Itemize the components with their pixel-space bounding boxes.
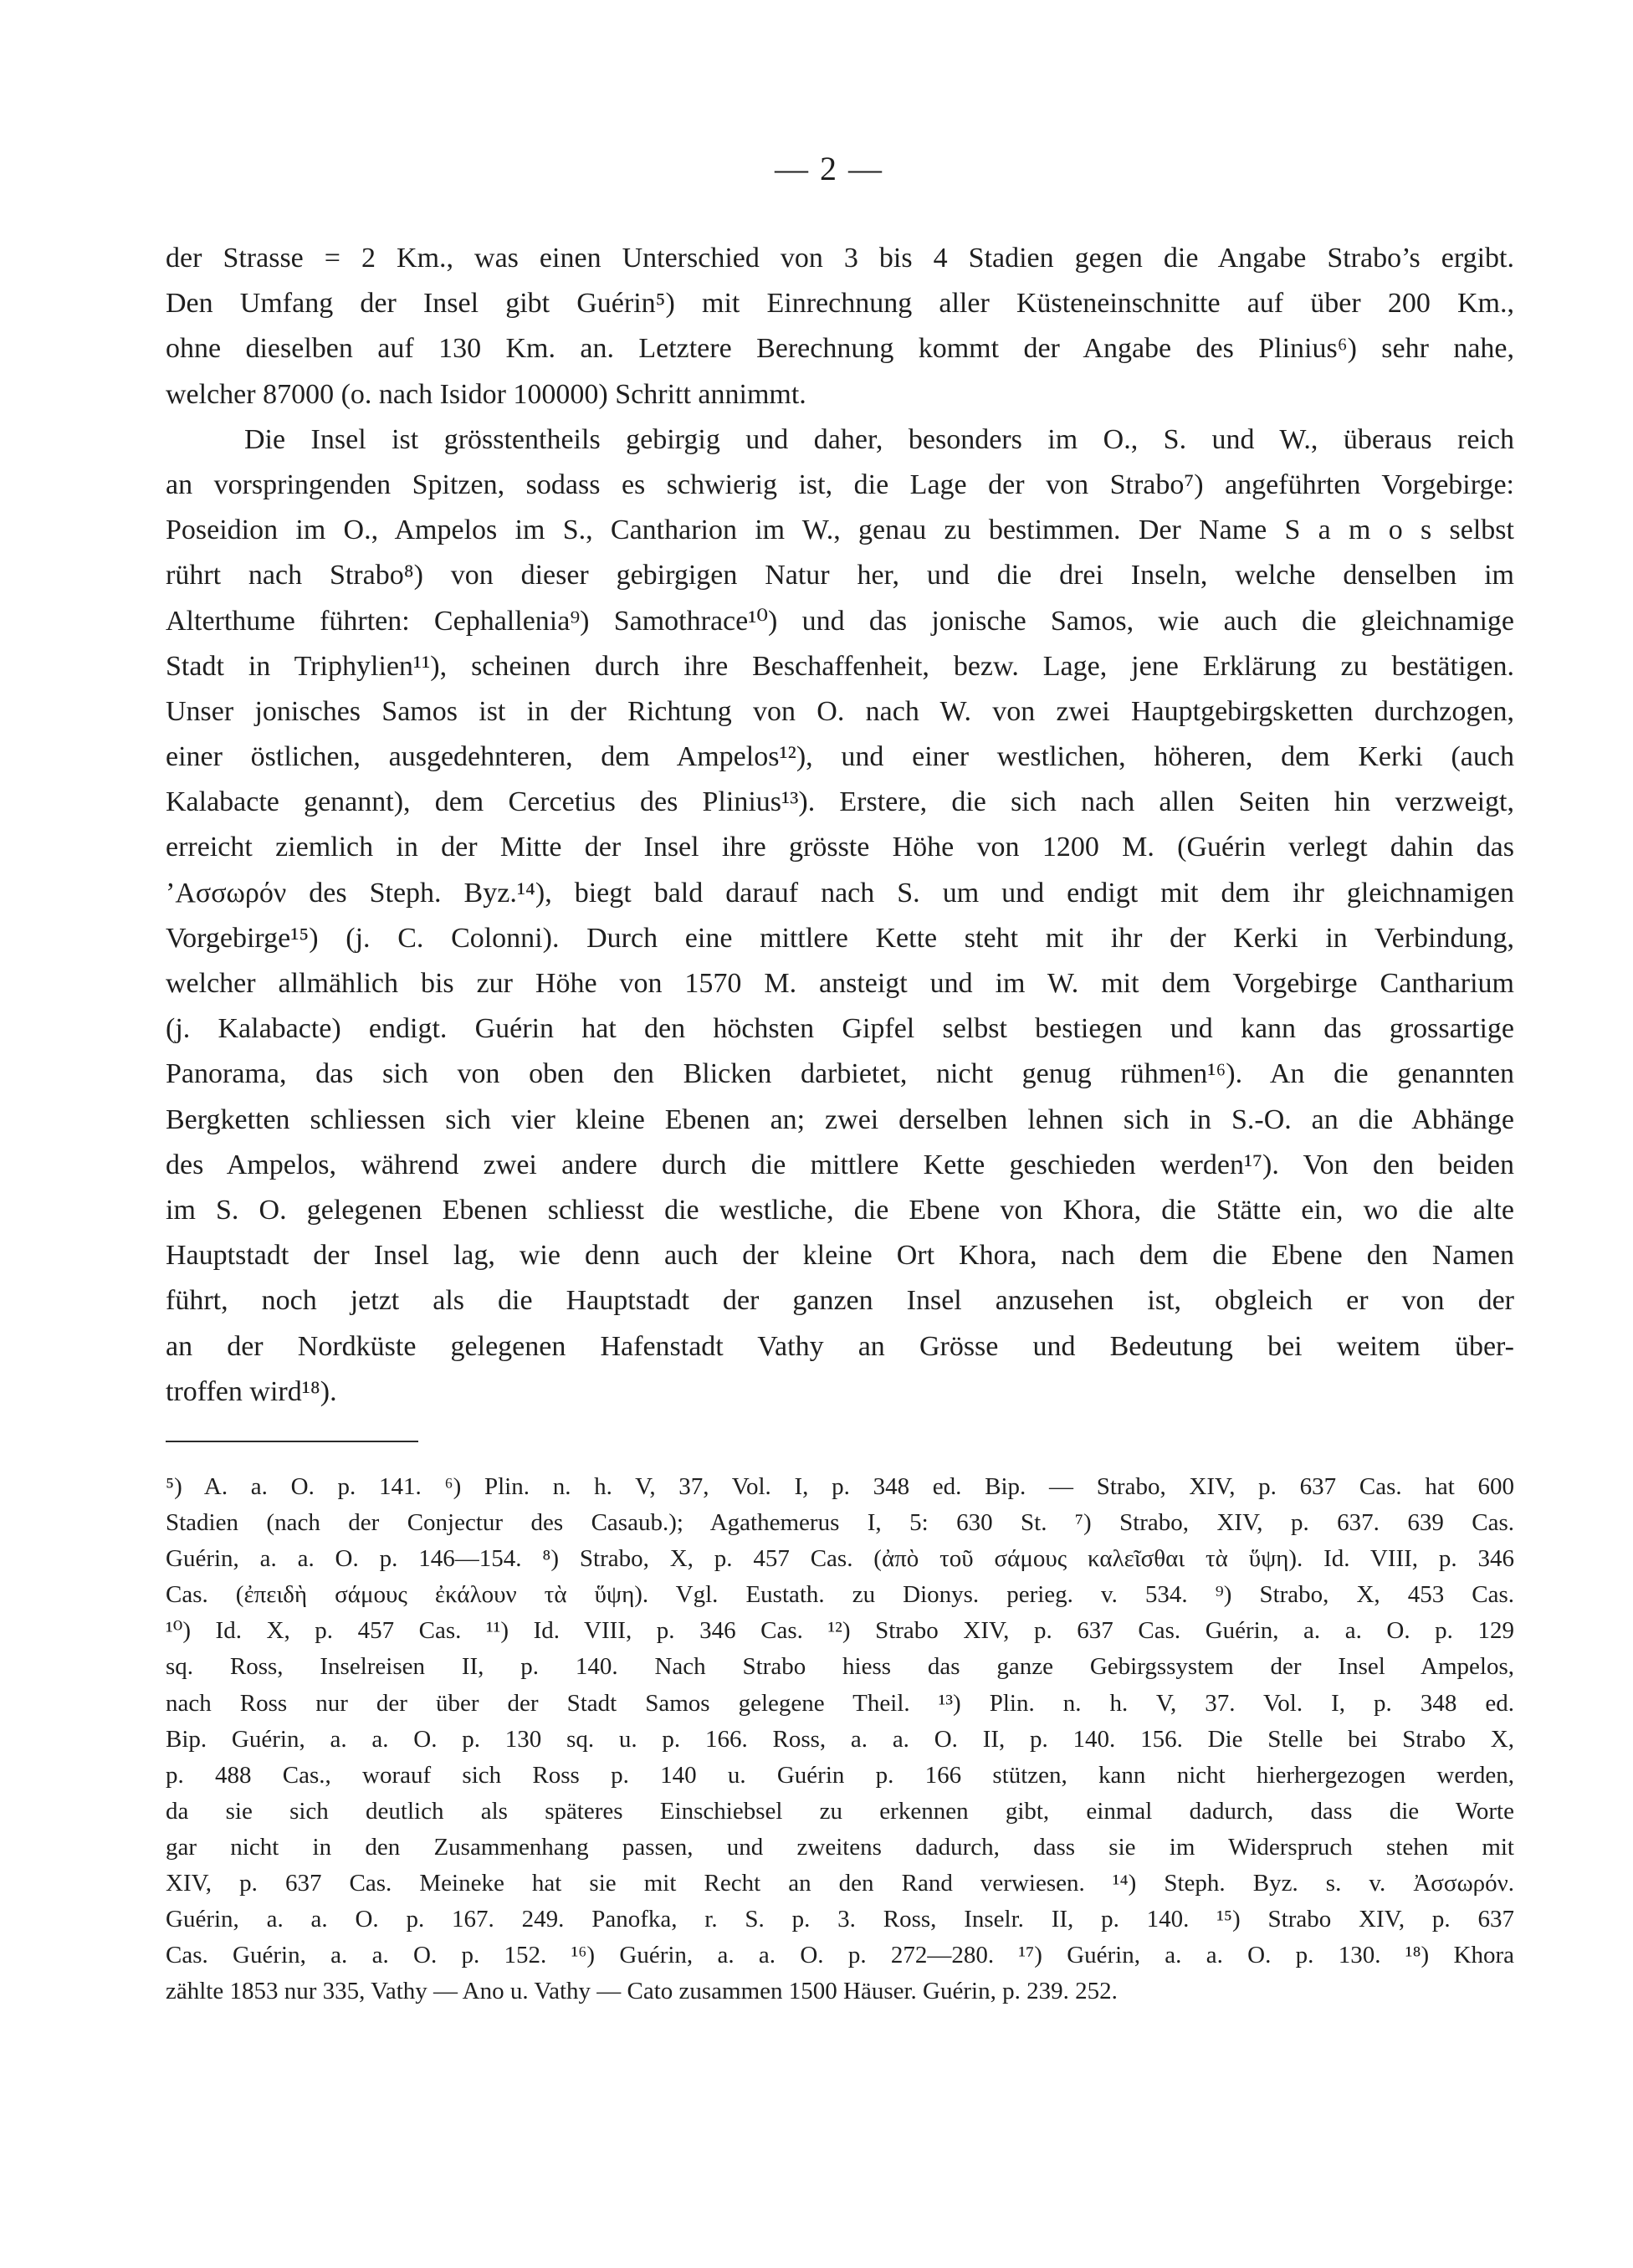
footnote-line: nach Ross nur der über der Stadt Samos gelegene Theil. ¹³) Plin. n. h. V, 37. Vol. I, p. 348 ed. <box>166 1689 1514 1717</box>
footnote-line: XIV, p. 637 Cas. Meineke hat sie mit Recht an den Rand verwiesen. ¹⁴) Steph. Byz. s. v. Ἀσσωρόν. <box>166 1870 1514 1897</box>
footnote-line: gar nicht in den Zusammenhang passen, und zweitens dadurch, dass sie im Widerspruch stehen mit <box>166 1833 1514 1861</box>
body-line: Stadt in Triphylien¹¹), scheinen durch ihre Beschaffenheit, bezw. Lage, jene Erklärung zu bestätigen. <box>166 650 1514 682</box>
footnote-line: da sie sich deutlich als späteres Einschiebsel zu erkennen gibt, einmal dadurch, dass die Worte <box>166 1797 1514 1825</box>
body-line: (j. Kalabacte) endigt. Guérin hat den höchsten Gipfel selbst bestiegen und kann das grossartige <box>166 1013 1514 1045</box>
body-line: an vorspringenden Spitzen, sodass es schwierig ist, die Lage der von Strabo⁷) angeführten Vorgebirge: <box>166 468 1514 500</box>
footnote-separator <box>166 1441 418 1442</box>
body-line: ohne dieselben auf 130 Km. an. Letztere Berechnung kommt der Angabe des Plinius⁶) sehr nahe, <box>166 333 1514 365</box>
footnote-line: Guérin, a. a. O. p. 146—154. ⁸) Strabo, X, p. 457 Cas. (ἀπὸ τοῦ σάμους καλεῖσθαι τὰ ὕψη). Id. VIII, p. 346 <box>166 1545 1514 1573</box>
body-line: Alterthume führten: Cephallenia⁹) Samothrace¹⁰) und das jonische Samos, wie auch die gleichnamige <box>166 605 1514 637</box>
page-number: — 2 — <box>775 150 883 187</box>
body-line: Hauptstadt der Insel lag, wie denn auch der kleine Ort Khora, nach dem die Ebene den Namen <box>166 1240 1514 1272</box>
body-line: an der Nordküste gelegenen Hafenstadt Vathy an Grösse und Bedeutung bei weitem über- <box>166 1330 1514 1362</box>
footnote-line: ⁵) A. a. O. p. 141. ⁶) Plin. n. h. V, 37, Vol. I, p. 348 ed. Bip. — Strabo, XIV, p. 637 Cas. hat 600 <box>166 1473 1514 1500</box>
body-line: welcher 87000 (o. nach Isidor 100000) Schritt annimmt. <box>166 378 806 410</box>
body-line: Die Insel ist grösstentheils gebirgig und daher, besonders im O., S. und W., überaus reich <box>244 423 1514 455</box>
body-line: rührt nach Strabo⁸) von dieser gebirgigen Natur her, und die drei Inseln, welche denselben im <box>166 560 1514 591</box>
body-line: Kalabacte genannt), dem Cercetius des Plinius¹³). Erstere, die sich nach allen Seiten hin verzweigt, <box>166 786 1514 818</box>
body-line: der Strasse = 2 Km., was einen Unterschied von 3 bis 4 Stadien gegen die Angabe Strabo’s ergibt. <box>166 243 1514 274</box>
footnote-line: Guérin, a. a. O. p. 167. 249. Panofka, r. S. p. 3. Ross, Inselr. II, p. 140. ¹⁵) Strabo XIV, p. 637 <box>166 1906 1514 1933</box>
body-line: Den Umfang der Insel gibt Guérin⁵) mit Einrechnung aller Küsteneinschnitte auf über 200 Km., <box>166 288 1514 320</box>
body-line: erreicht ziemlich in der Mitte der Insel ihre grösste Höhe von 1200 M. (Guérin verlegt dahin das <box>166 832 1514 863</box>
body-line: im S. O. gelegenen Ebenen schliesst die westliche, die Ebene von Khora, die Stätte ein, wo die alte <box>166 1194 1514 1226</box>
footnote-line: sq. Ross, Inselreisen II, p. 140. Nach Strabo hiess das ganze Gebirgssystem der Insel Ampelos, <box>166 1653 1514 1681</box>
body-line: Vorgebirge¹⁵) (j. C. Colonni). Durch eine mittlere Kette steht mit ihr der Kerki in Verbindung, <box>166 922 1514 954</box>
footnote-line: Bip. Guérin, a. a. O. p. 130 sq. u. p. 166. Ross, a. a. O. II, p. 140. 156. Die Stelle bei Strabo X, <box>166 1725 1514 1753</box>
body-text <box>166 236 1514 1415</box>
body-line: Panorama, das sich von oben den Blicken darbietet, nicht genug rühmen¹⁶). An die genannten <box>166 1058 1514 1090</box>
footnote-line: Cas. Guérin, a. a. O. p. 152. ¹⁶) Guérin, a. a. O. p. 272—280. ¹⁷) Guérin, a. a. O. p. 130. ¹⁸) Khora <box>166 1942 1514 1969</box>
body-line: Poseidion im O., Ampelos im S., Cantharion im W., genau zu bestimmen. Der Name S a m o s selbst <box>166 515 1514 546</box>
body-line: troffen wird¹⁸). <box>166 1375 337 1407</box>
body-line: ’Ασσωρόν des Steph. Byz.¹⁴), biegt bald darauf nach S. um und endigt mit dem ihr gleichnamigen <box>166 877 1514 909</box>
footnote-line: p. 488 Cas., worauf sich Ross p. 140 u. Guérin p. 166 stützen, kann nicht hierhergezogen werden, <box>166 1761 1514 1789</box>
body-line: welcher allmählich bis zur Höhe von 1570 M. ansteigt und im W. mit dem Vorgebirge Cantharium <box>166 968 1514 999</box>
body-line: des Ampelos, während zwei andere durch die mittlere Kette geschieden werden¹⁷). Von den beiden <box>166 1149 1514 1180</box>
footnote-line: ¹⁰) Id. X, p. 457 Cas. ¹¹) Id. VIII, p. 346 Cas. ¹²) Strabo XIV, p. 637 Cas. Guérin, a. a. O. p. 129 <box>166 1617 1514 1645</box>
footnotes <box>166 1469 1514 2009</box>
footnote-line: zählte 1853 nur 335, Vathy — Ano u. Vathy — Cato zusammen 1500 Häuser. Guérin, p. 239. 252. <box>166 1978 1118 2005</box>
body-line: führt, noch jetzt als die Hauptstadt der ganzen Insel anzusehen ist, obgleich er von der <box>166 1285 1514 1317</box>
body-line: Bergketten schliessen sich vier kleine Ebenen an; zwei derselben lehnen sich in S.-O. an die Abhänge <box>166 1103 1514 1135</box>
footnote-line: Cas. (ἐπειδὴ σάμους ἐκάλουν τὰ ὕψη). Vgl. Eustath. zu Dionys. perieg. v. 534. ⁹) Strabo, X, 453 Cas. <box>166 1581 1514 1609</box>
footnote-line: Stadien (nach der Conjectur des Casaub.); Agathemerus I, 5: 630 St. ⁷) Strabo, XIV, p. 637. 639 Cas. <box>166 1509 1514 1537</box>
body-line: einer östlichen, ausgedehnteren, dem Ampelos¹²), und einer westlichen, höheren, dem Kerki (auch <box>166 741 1514 773</box>
body-line: Unser jonisches Samos ist in der Richtung von O. nach W. von zwei Hauptgebirgsketten durchzogen, <box>166 695 1514 727</box>
